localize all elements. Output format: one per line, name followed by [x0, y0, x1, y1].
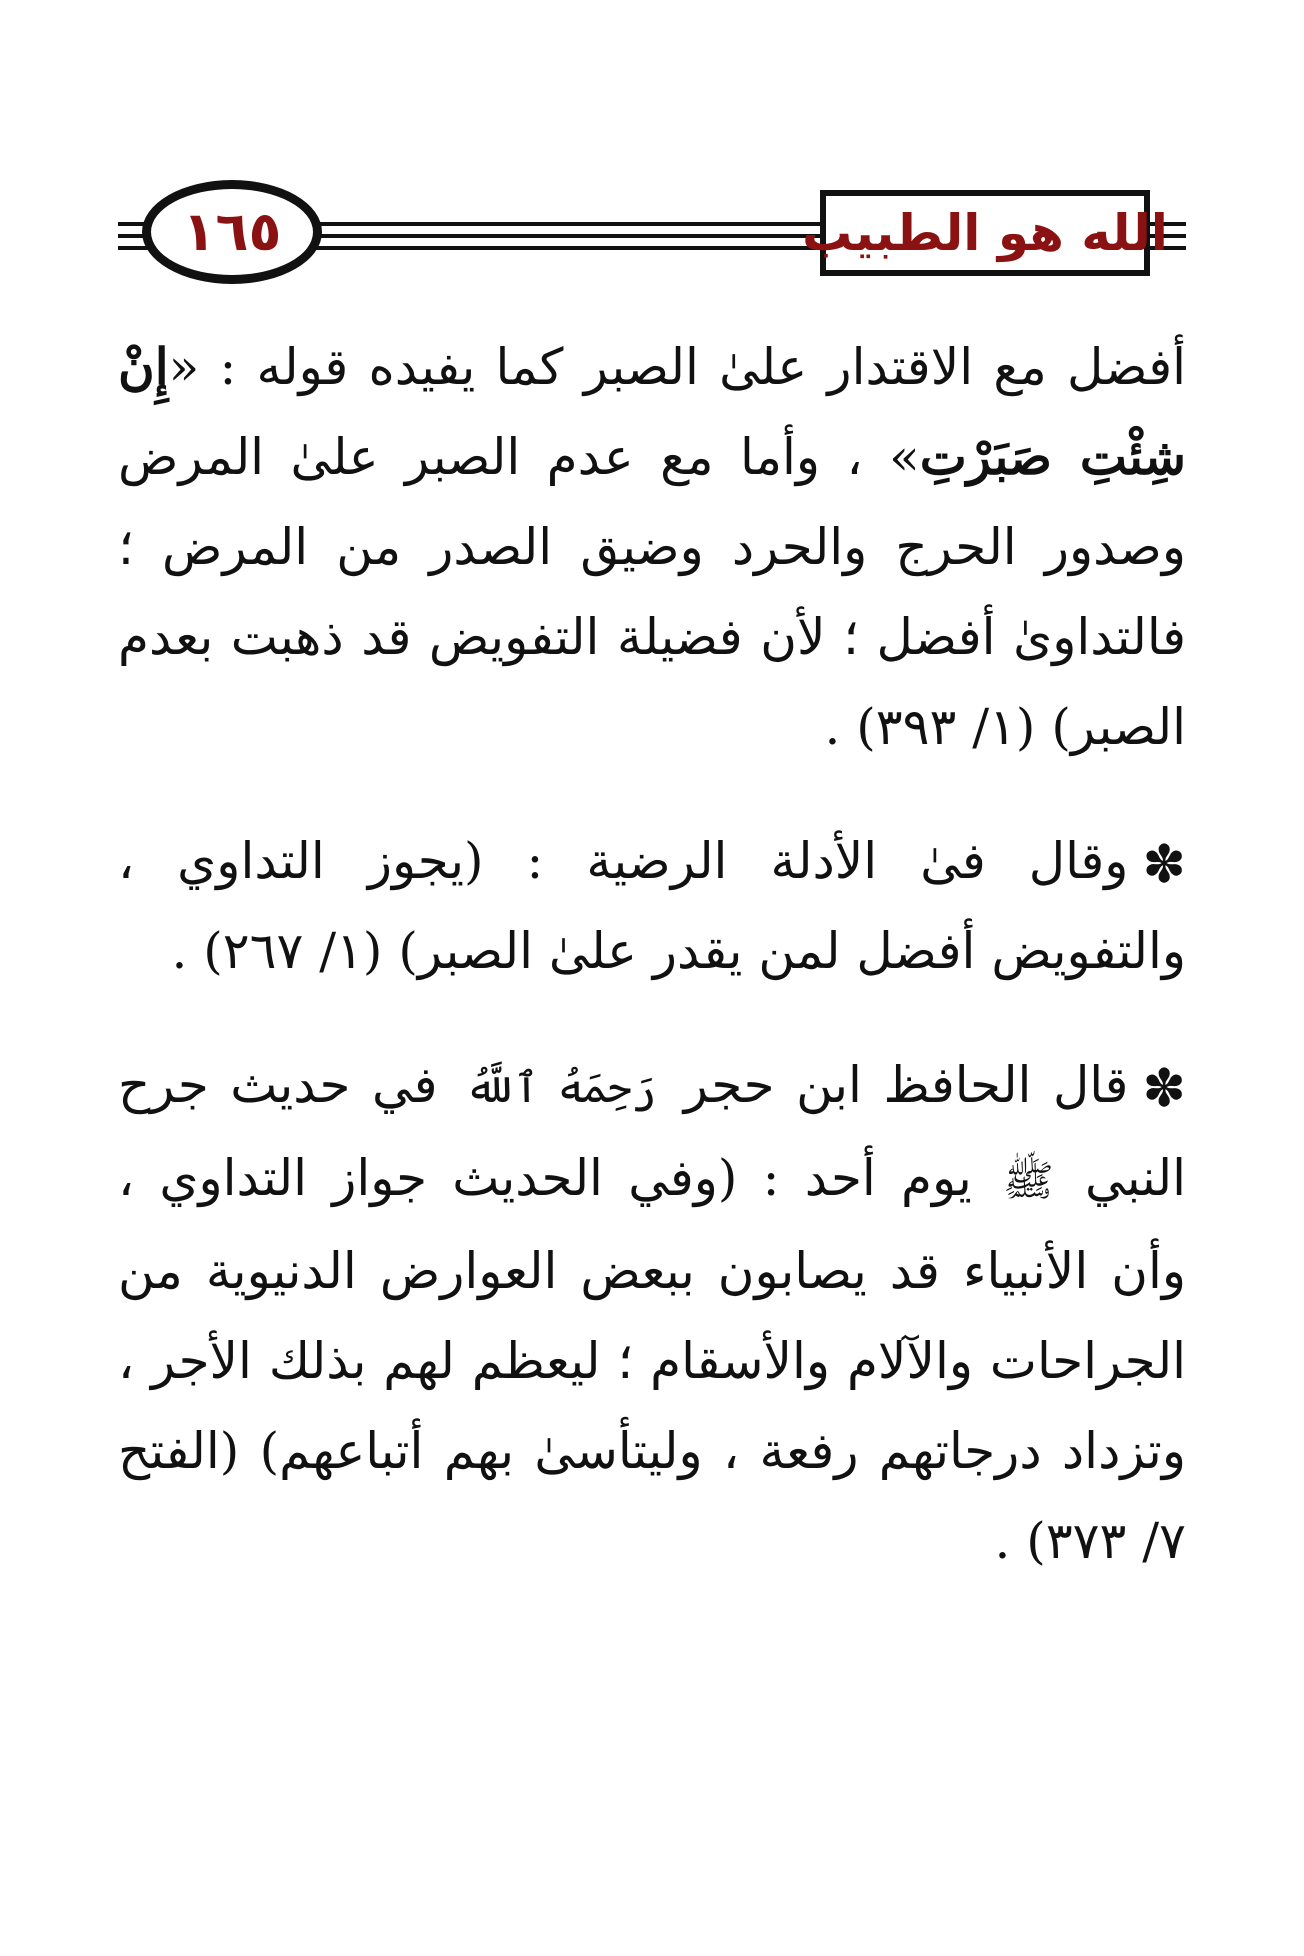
page-number: ١٦٥	[182, 200, 282, 263]
book-title-box	[802, 190, 1168, 276]
paragraph-3	[118, 1040, 1186, 1586]
star-bullet-icon: ✽	[1142, 835, 1186, 895]
paragraph-3-text-part-1: قال الحافظ ابن حجر	[683, 1056, 1129, 1114]
book-title: الله هو الطبيب	[802, 204, 1168, 262]
hadith-quote: إِنْ شِئْتِ صَبَرْتِ	[118, 337, 1186, 486]
page-header	[0, 0, 1304, 320]
honorific-rahimahullah: رَحِمَهُ ٱللَّهُ	[465, 1063, 657, 1112]
paragraph-3-text-part-3: يوم أحد : (وفي الحديث جواز التداوي ، وأن الأنبياء قد يصابون ببعض العوارض الدنيوية من الجراحات والآلام والأسقام ؛ ليعظم لهم بذلك الأجر ، وتزداد درجاتهم رفعة ، وليتأسىٰ بهم أتباعهم) (الفتح ٧/ ٣٧٣) .	[118, 1149, 1186, 1570]
star-bullet-icon: ✽	[1142, 1059, 1186, 1119]
paragraph-3-text-part-2: في حديث جرح النبي	[118, 1056, 1186, 1207]
paragraph-2-text: وقال فىٰ الأدلة الرضية : (يجوز التداوي ، والتفويض أفضل لمن يقدر علىٰ الصبر) (١/ ٢٦٧) .	[118, 832, 1186, 980]
page-number-oval	[142, 180, 322, 284]
paragraph-1-text-start: أفضل مع الاقتدار علىٰ الصبر كما يفيده قوله : «	[168, 338, 1186, 396]
paragraph-2	[118, 816, 1186, 996]
page-body	[118, 322, 1186, 1586]
paragraph-1-text-end: » ، وأما مع عدم الصبر علىٰ المرض وصدور الحرج والحرد وضيق الصدر من المرض ؛ فالتداوىٰ أفضل ؛ لأن فضيلة التفويض قد ذهبت بعدم الصبر) (١/ ٣٩٣) .	[118, 428, 1186, 756]
paragraph-1	[118, 322, 1186, 772]
honorific-salawat: ﷺ	[1003, 1156, 1054, 1205]
